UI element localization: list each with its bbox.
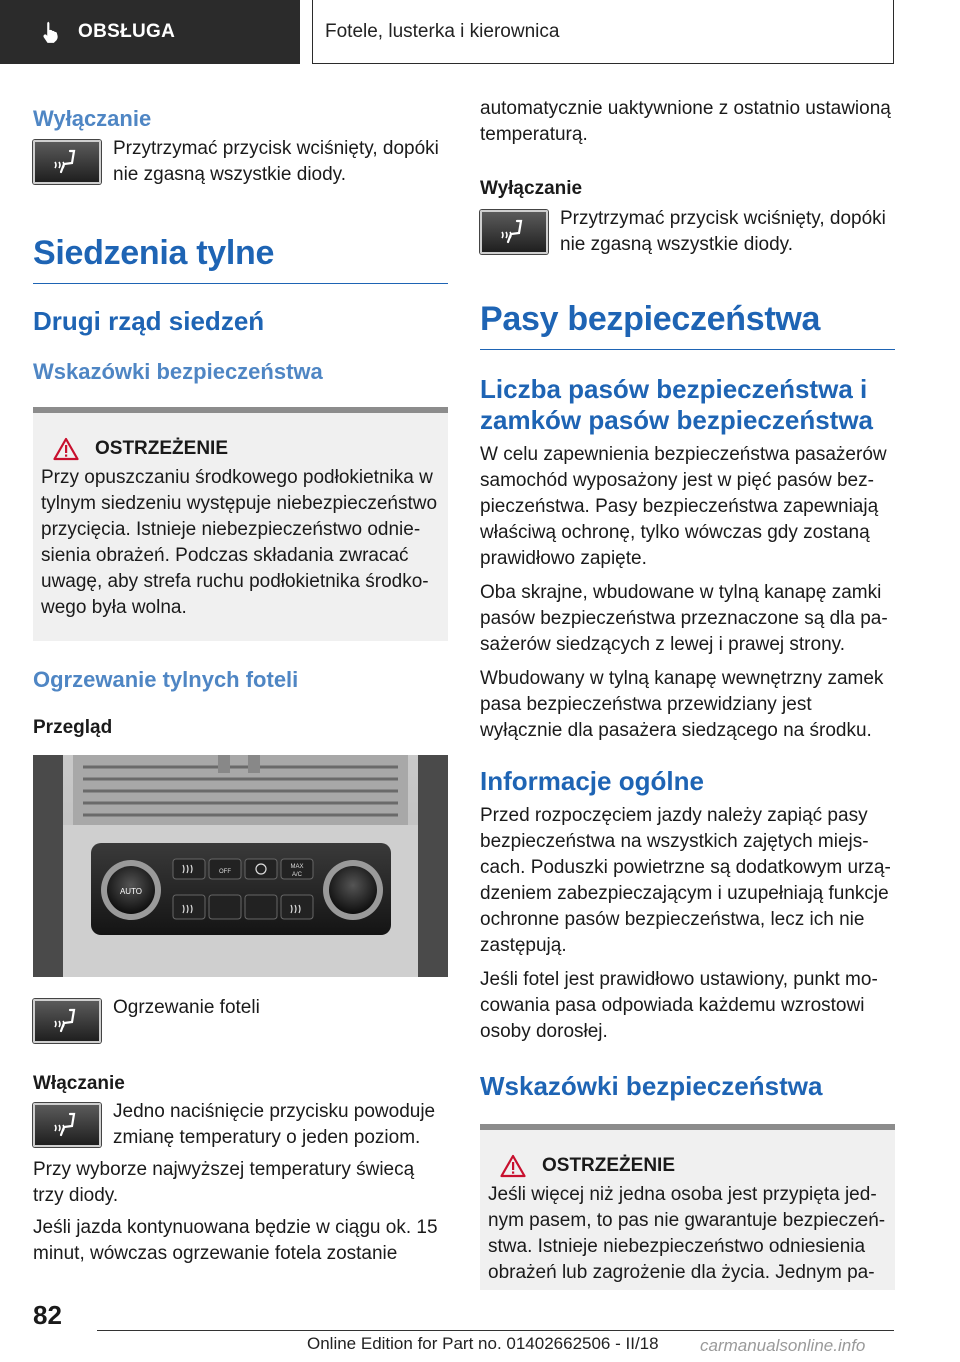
left-column — [33, 96, 448, 1267]
on-instruction — [33, 1099, 448, 1151]
seat-heating-button — [33, 1103, 101, 1147]
on-text: Jedno naciśnięcie przycisku powoduje zmianę temperatury o jeden poziom. — [113, 1101, 436, 1148]
ac-label: A/C — [291, 872, 303, 878]
page-header — [0, 0, 960, 66]
warning-triangle-icon — [500, 1154, 526, 1178]
on-heading: Włączanie — [33, 1073, 125, 1094]
safety-heading: Wskazówki bezpieczeństwa — [33, 359, 323, 384]
subsection-belt-count: Liczba pasów bezpieczeństwa i zamków pasów bezpieczeństwa — [480, 374, 874, 435]
seat-heating-button — [33, 140, 101, 184]
max-label: MAX — [290, 864, 304, 870]
right-column — [480, 96, 895, 1290]
warning-text: Jeśli więcej niż jedna osoba jest przypięta jednym pasem, to pas nie gwarantuje bezpieczeństwa. Istnieje niebezpieczeństwo odniesienia obrażeń lub zagrożenie dla życia. Jednym pa- — [488, 1184, 886, 1283]
warning-triangle-icon — [53, 437, 79, 461]
off-heading: Wyłączanie — [33, 106, 152, 131]
edition-text: Online Edition for Part no. 01402662506 - II/18 — [307, 1334, 659, 1353]
off-heading-right: Wyłączanie — [480, 178, 583, 199]
seat-heating-button — [480, 210, 548, 254]
belts-paragraph-2: Oba skrajne, wbudowane w tylną kanapę zamki pasów bezpieczeństwa przeznaczone są dla pasażerów siedzących z lewej i prawej strony. — [480, 582, 888, 655]
warning-box-right — [480, 1124, 895, 1290]
off-instruction-right — [480, 206, 895, 258]
warning-title: OSTRZEŻENIE — [542, 1155, 676, 1176]
overview-heading: Przegląd — [33, 717, 113, 738]
belts-paragraph-3: Wbudowany w tylną kanapę wewnętrzny zamek pasa bezpieczeństwa przewidziany jest wyłącznie dla pasażera siedzącego na środku. — [480, 668, 884, 741]
warning-box — [33, 407, 448, 641]
chapter-title: Fotele, lusterka i kierownica — [325, 20, 560, 42]
general-paragraph-2: Jeśli fotel jest prawidłowo ustawiony, punkt mocowania pasa odpowiada każdemu wzrostowi osoby dorosłej. — [480, 969, 878, 1042]
continued-text: automatycznie uaktywnione z ostatnio ustawioną temperaturą. — [480, 98, 891, 145]
general-info-heading: Informacje ogólne — [480, 766, 704, 796]
section-label: OBSŁUGA — [78, 21, 176, 42]
seat-heating-icon — [52, 1111, 82, 1139]
off-instruction — [33, 136, 448, 188]
heating-heading: Ogrzewanie tylnych foteli — [33, 667, 299, 692]
general-paragraph-1: Przed rozpoczęciem jazdy należy zapiąć pasy bezpieczeństwa na wszystkich zajętych miejscach. Poduszki powietrzne są dodatkowym urządzeniem zabezpieczającym i uzupełniają funkcje ochronne pasów bezpieczeństwa, lecz ich nie zastępują. — [480, 805, 891, 956]
section-tab — [0, 0, 300, 64]
section-title-seat-belts: Pasy bezpieczeństwa — [480, 300, 895, 350]
subsection-second-row: Drugi rząd siedzeń — [33, 306, 265, 336]
heating-button-caption: Ogrzewanie foteli — [113, 997, 260, 1018]
off-text-right: Przytrzymać przycisk wciśnięty, dopóki nie zgasną wszystkie diody. — [560, 208, 886, 255]
footer-divider — [97, 1330, 894, 1331]
warning-header — [488, 1154, 887, 1178]
warning-header — [41, 437, 440, 461]
chapter-title-box — [312, 0, 894, 64]
auto-label: AUTO — [119, 887, 143, 896]
warning-title: OSTRZEŻENIE — [95, 438, 229, 459]
belts-paragraph-1: W celu zapewnienia bezpieczeństwa pasażerów samochód wyposażony jest w pięć pasów bezpieczeństwa. Pasy bezpieczeństwa zapewniają właściwą ochronę, tylko wówczas gdy zostaną prawidłowo zapięte. — [480, 444, 887, 569]
off-label: OFF — [219, 869, 231, 875]
heating-button-legend — [33, 995, 448, 1043]
seat-heating-icon — [499, 218, 529, 246]
off-text: Przytrzymać przycisk wciśnięty, dopóki nie zgasną wszystkie diody. — [113, 138, 439, 185]
seat-heating-icon — [52, 148, 82, 176]
page-number: 82 — [33, 1300, 62, 1330]
seat-heating-icon — [52, 1007, 82, 1035]
safety-heading-right: Wskazówki bezpieczeństwa — [480, 1071, 823, 1101]
continue-text: Jeśli jazda kontynuowana będzie w ciągu ok. 15 minut, wówczas ogrzewanie fotela zostanie — [33, 1217, 438, 1264]
section-title-rear-seats: Siedzenia tylne — [33, 234, 448, 284]
seat-heating-button — [33, 999, 101, 1043]
hand-pointer-icon — [38, 19, 64, 45]
warning-text: Przy opuszczaniu środkowego podłokietnika w tylnym siedzeniu występuje niebezpieczeństwo przycięcia. Istnieje niebezpieczeństwo odniesienia obrażeń. Podczas składania zwracać uwagę, aby strefa ruchu podłokietnika środkowego była wolna. — [41, 467, 438, 618]
watermark: carmanualsonline.info — [700, 1336, 866, 1355]
rear-climate-panel-photo — [33, 755, 448, 977]
highest-temp-text: Przy wyborze najwyższej temperatury świecą trzy diody. — [33, 1159, 415, 1206]
